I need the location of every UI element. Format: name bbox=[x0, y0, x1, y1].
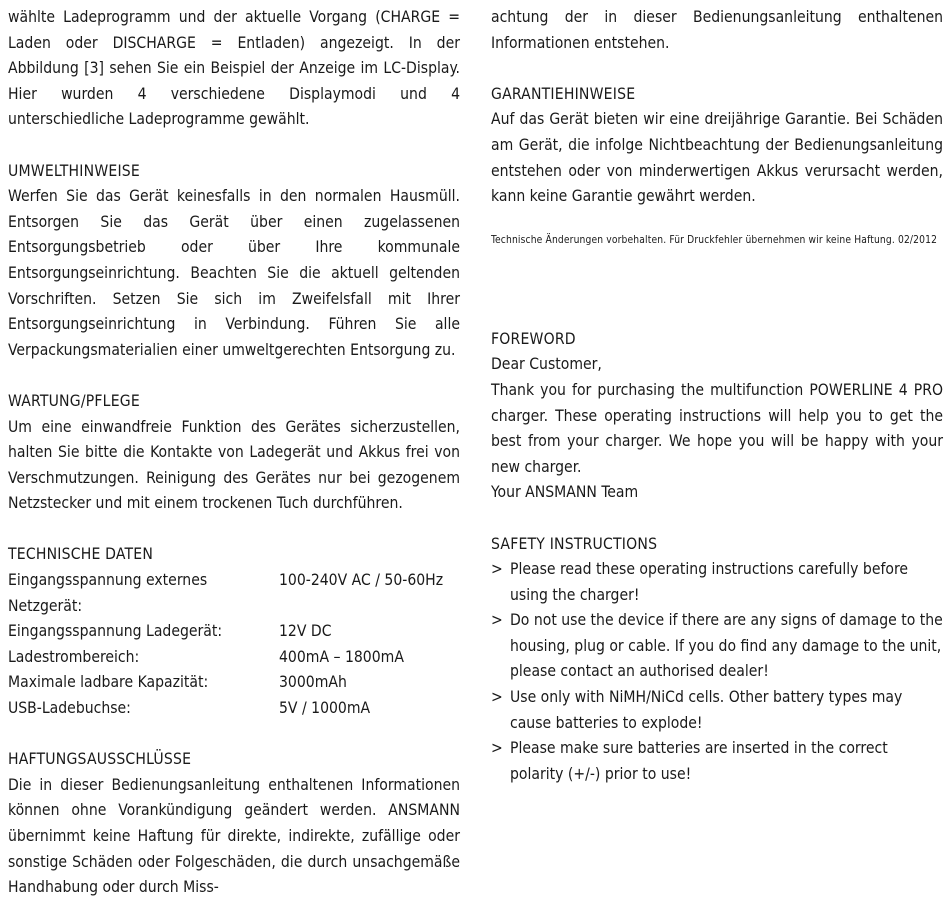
liability-continuation: achtung der in dieser Bedienungsanleitung enthaltenen Informationen entstehen. bbox=[491, 8, 943, 52]
foreword-text: Thank you for purchasing the multifunction POWERLINE 4 PRO charger. These operating instructions will help you to get the best from your charger. We hope you will be happy with your new charger. bbox=[491, 380, 943, 476]
left-column bbox=[8, 5, 460, 901]
bullet-marker: > bbox=[491, 611, 503, 630]
safety-item bbox=[491, 685, 943, 736]
safety-item-text: Please read these operating instructions carefully before using the charger! bbox=[510, 560, 909, 604]
safety-item-text: Please make sure batteries are inserted in the correct polarity (+/-) prior to use! bbox=[510, 739, 888, 783]
safety-item-text: Use only with NiMH/NiCd cells. Other battery types may cause batteries to explode! bbox=[510, 688, 903, 732]
spec-value: 5V / 1000mA bbox=[279, 699, 371, 718]
liability-text: Die in dieser Bedienungsanleitung enthaltenen Informationen können ohne Vorankündigung geändert werden. ANSMANN übernimmt keine Haftung für direkte, indirekte, zufällige oder sonstige Schäden oder Folgeschäden, die durch unsachgemäße Handhabung oder durch Miss- bbox=[8, 775, 460, 897]
maintenance-heading: WARTUNG/PFLEGE bbox=[8, 391, 140, 410]
bullet-marker: > bbox=[491, 560, 503, 579]
footnote: Technische Änderungen vorbehalten. Für Druckfehler übernehmen wir keine Haftung. 02/2012 bbox=[491, 234, 938, 246]
foreword-signoff: Your ANSMANN Team bbox=[491, 483, 639, 502]
liability-heading: HAFTUNGSAUSSCHLÜSSE bbox=[8, 750, 192, 769]
spacer bbox=[491, 56, 943, 82]
spacer bbox=[8, 722, 460, 748]
spec-label: USB-Ladebuchse: bbox=[8, 699, 131, 718]
foreword-heading: FOREWORD bbox=[491, 329, 576, 348]
spacer bbox=[491, 506, 943, 532]
spacer bbox=[8, 517, 460, 543]
right-column bbox=[491, 5, 943, 787]
foreword-salutation: Dear Customer, bbox=[491, 355, 602, 374]
maintenance-text: Um eine einwandfreie Funktion des Gerätes sicherzustellen, halten Sie bitte die Kontakte von Ladegerät und Akkus frei von Verschmutzungen. Reinigung des Gerätes nur bei gezogenem Netzstecker und mit einem trockenen Tuch durchführen. bbox=[8, 417, 460, 513]
safety-list bbox=[491, 557, 943, 787]
warranty-text: Auf das Gerät bieten wir eine dreijährige Garantie. Bei Schäden am Gerät, die infolge Nichtbeachtung der Bedienungsanleitung entstehen oder von minderwertigen Akkus verursacht werden, kann keine Garantie gewährt werden. bbox=[491, 110, 943, 206]
specs-table bbox=[8, 568, 460, 722]
spacer bbox=[491, 251, 943, 327]
spec-value: 12V DC bbox=[279, 622, 332, 641]
spec-value: 400mA – 1800mA bbox=[279, 647, 404, 666]
safety-item bbox=[491, 736, 943, 787]
spec-value: 3000mAh bbox=[279, 673, 347, 692]
spec-label: Maximale ladbare Kapazität: bbox=[8, 673, 209, 692]
warranty-heading: GARANTIEHINWEISE bbox=[491, 84, 636, 103]
spec-label: Eingangsspannung Ladegerät: bbox=[8, 622, 223, 641]
spacer bbox=[8, 363, 460, 389]
safety-item bbox=[491, 557, 943, 608]
spec-label: Ladestrombereich: bbox=[8, 647, 140, 666]
spec-label: Eingangsspannung externes Netzgerät: bbox=[8, 571, 208, 615]
safety-item bbox=[491, 608, 943, 685]
bullet-marker: > bbox=[491, 688, 503, 707]
bullet-marker: > bbox=[491, 739, 503, 758]
spacer bbox=[491, 210, 943, 230]
safety-heading: SAFETY INSTRUCTIONS bbox=[491, 534, 658, 553]
environment-text: Werfen Sie das Gerät keinesfalls in den normalen Hausmüll. Entsorgen Sie das Gerät über einen zugelassenen Entsorgungsbetrieb oder über Ihre kommunale Entsorgungseinrichtung. Beachten Sie die aktuell geltenden Vorschriften. Setzen Sie sich im Zweifelsfall mit Ihrer Entsorgungseinrichtung in Verbindung. Führen Sie alle Verpackungsmaterialien einer umweltgerechten Entsorgung zu. bbox=[8, 187, 460, 359]
spec-value: 100-240V AC / 50-60Hz bbox=[279, 571, 444, 590]
intro-continuation: wählte Ladeprogramm und der aktuelle Vorgang (CHARGE = Laden oder DISCHARGE = Entladen) angezeigt. In der Abbildung [3] sehen Sie ein Beispiel der Anzeige im LC-Display. Hier wurden 4 verschiedene Displaymodi und 4 unterschiedliche Ladeprogramme gewählt. bbox=[8, 8, 460, 129]
safety-item-text: Do not use the device if there are any signs of damage to the housing, plug or cable. If you do find any damage to the unit, please contact an authorised dealer! bbox=[510, 611, 943, 681]
specs-heading: TECHNISCHE DATEN bbox=[8, 545, 154, 564]
environment-heading: UMWELTHINWEISE bbox=[8, 161, 140, 180]
spacer bbox=[8, 133, 460, 159]
